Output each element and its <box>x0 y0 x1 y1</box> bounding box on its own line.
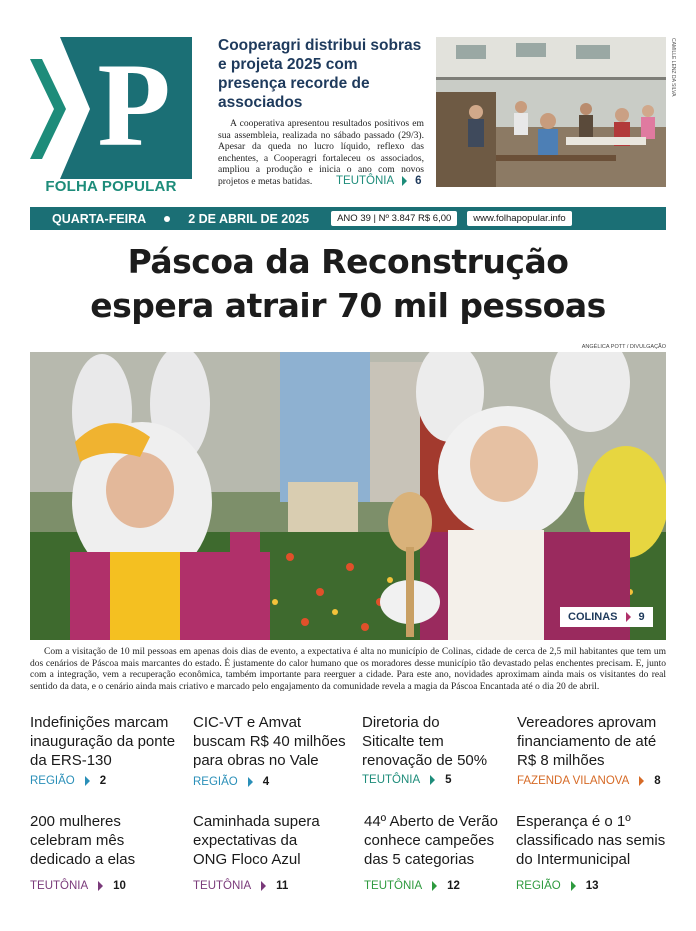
story-page: 2 <box>99 775 107 787</box>
story-section: TEUTÔNIA <box>364 880 423 892</box>
teaser-photo-credit: CAMILLE LENZ DA SILVA <box>670 38 676 97</box>
story-page-ref[interactable] <box>193 880 288 892</box>
main-photo-credit: ANGÉLICA POTT / DIVULGAÇÃO <box>581 344 666 350</box>
story-cic-vt-amvat[interactable] <box>193 713 353 770</box>
story-page: 11 <box>276 880 289 892</box>
story-page: 13 <box>585 880 599 892</box>
teaser-story[interactable] <box>218 36 424 188</box>
story-page: 10 <box>113 880 126 892</box>
main-photo-caption: Com a visitação de 10 mil pessoas em apenas dois dias de evento, a expectativa é alta no município de Colinas, cidade de cerca de 2,5 mil habitantes que tem um dos cenários de Páscoa mais marcantes do estado. É justamente do calor humano que os moradores desse município tão devastado pelas enchentes precisam. E, junto com a integração, vem a recuperação econômica, também importante para reerguer a cidade. Para este ano, novidades aproximam ainda mais os visitantes do real sentido da data, e o cenário ainda mais criativo e marcado pelo engajamento da comunidade revela a magia da Páscoa Encantada até o dia 20 de abril. <box>30 647 666 692</box>
chevron-right-icon <box>432 881 437 891</box>
photo-tag-section: COLINAS <box>568 611 618 623</box>
chevron-right-icon <box>639 776 644 786</box>
story-page-ref[interactable] <box>30 775 106 787</box>
story-title[interactable]: Diretoria do Siticalte tem renovação de 50% <box>362 714 488 769</box>
story-section: FAZENDA VILANOVA <box>517 775 630 787</box>
main-photo[interactable] <box>30 352 666 640</box>
story-page-ref[interactable] <box>362 774 452 786</box>
chevron-right-icon <box>248 777 253 787</box>
teaser-photo[interactable] <box>436 37 666 187</box>
story-aberto-de-verao[interactable] <box>364 812 504 869</box>
story-title[interactable]: Esperança é o 1º classificado nas semis do Intermunicipal <box>516 813 666 868</box>
story-page-ref[interactable] <box>193 776 269 788</box>
teaser-page: 6 <box>415 175 422 187</box>
story-page: 5 <box>445 774 452 786</box>
story-page-ref[interactable] <box>30 880 126 892</box>
story-title[interactable]: Indefinições marcam inauguração da ponte da ERS-130 <box>30 714 176 769</box>
story-ers-130[interactable] <box>30 713 190 770</box>
story-title[interactable]: CIC-VT e Amvat buscam R$ 40 milhões para obras no Vale <box>193 714 346 769</box>
story-section: REGIÃO <box>516 880 561 892</box>
story-section: REGIÃO <box>30 775 75 787</box>
chevron-right-icon <box>571 881 576 891</box>
story-title[interactable]: 44º Aberto de Verão conhece campeões das 5 categorias <box>364 813 498 868</box>
story-section: TEUTÔNIA <box>30 880 89 892</box>
chevron-right-icon <box>98 881 103 891</box>
chevron-right-icon <box>430 775 435 785</box>
logo-letter: P <box>97 38 171 171</box>
teaser-section: TEUTÔNIA <box>336 175 395 187</box>
masthead-logo[interactable] <box>30 37 192 197</box>
teaser-title[interactable]: Cooperagri distribui sobras e projeta 2025 com presença recorde de associados <box>218 37 422 111</box>
story-title[interactable]: Caminhada supera expectativas da ONG Floco Azul <box>193 813 320 868</box>
edition-info: ANO 39 | Nº 3.847 R$ 6,00 <box>331 211 457 226</box>
masthead-name: FOLHA POPULAR <box>45 178 177 195</box>
story-section: TEUTÔNIA <box>362 774 421 786</box>
easter-bunny-photo <box>30 352 666 640</box>
teaser-body: A cooperativa apresentou resultados positivos em sua assembleia, realizada no sábado passado (29/3). Apesar da queda no lucro líquido, reflexo das enchentes, a Cooperagri fortaleceu os associados, ampliou a produção e inicia o ano com novos projetos e metas batidas. <box>218 118 424 187</box>
story-siticalte[interactable] <box>362 713 492 770</box>
chevron-right-icon <box>261 881 266 891</box>
story-page: 12 <box>447 880 460 892</box>
headline-line-2: espera atrair 70 mil pessoas <box>90 286 606 325</box>
teaser-page-ref[interactable] <box>336 175 422 187</box>
chevron-right-icon <box>85 776 90 786</box>
separator-dot <box>164 216 170 222</box>
story-page-ref[interactable] <box>517 775 661 787</box>
website-link[interactable]: www.folhapopular.info <box>467 211 571 226</box>
chevron-right-icon <box>626 612 631 622</box>
story-section: REGIÃO <box>193 776 238 788</box>
story-page-ref[interactable] <box>364 880 460 892</box>
photo-tag-page: 9 <box>638 611 645 623</box>
story-200-mulheres[interactable] <box>30 812 160 869</box>
weekday: QUARTA-FEIRA <box>52 211 147 226</box>
logo-mark <box>30 37 192 179</box>
story-page-ref[interactable] <box>516 880 599 892</box>
story-page: 8 <box>654 775 661 787</box>
story-caminhada[interactable] <box>193 812 333 869</box>
story-vereadores[interactable] <box>517 713 667 770</box>
main-headline[interactable] <box>30 240 666 328</box>
story-page: 4 <box>262 776 270 788</box>
date-bar <box>30 207 666 230</box>
issue-date: 2 DE ABRIL DE 2025 <box>188 211 310 226</box>
assembly-photo <box>436 37 666 187</box>
story-esperanca[interactable] <box>516 812 676 869</box>
main-photo-page-ref[interactable] <box>560 607 653 627</box>
story-title[interactable]: Vereadores aprovam financiamento de até R$ 8 milhões <box>517 714 657 769</box>
chevron-right-icon <box>402 176 407 186</box>
story-section: TEUTÔNIA <box>193 880 252 892</box>
headline-line-1: Páscoa da Reconstrução <box>127 242 569 281</box>
story-title[interactable]: 200 mulheres celebram mês dedicado a elas <box>30 813 136 868</box>
